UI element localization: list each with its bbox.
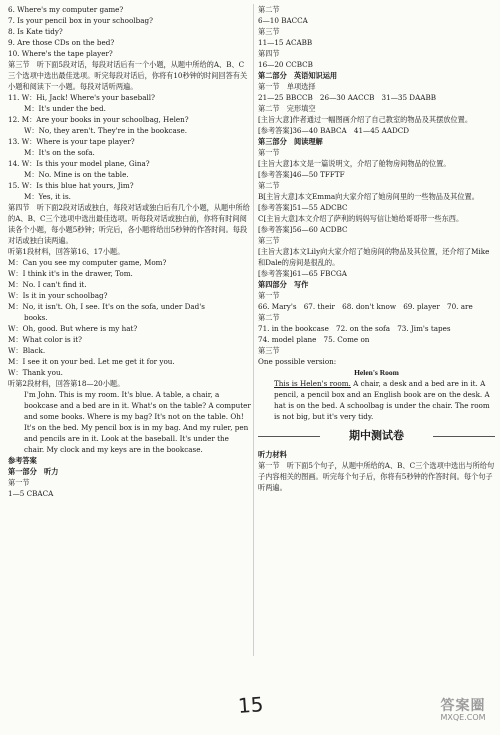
right-line: 71. in the bookcase 72. on the sofa 73. Jim's tapes — [258, 324, 451, 333]
left-line: M：No. I can't find it. — [8, 280, 87, 289]
left-line: W：Black. — [8, 346, 46, 355]
left-line: I'm John. This is my room. It's blue. A table, a chair, a bookcase and a bed are in it. What's on the table? A computer and some books. Where is my bag? It's not on the table. Oh! It's on the bed. My pencil box is in my bag. And my ruler, pen and pencils are in it. Look at the baseball. It's under the chair. My clock and my keys are in the bookcase. — [24, 390, 251, 454]
exam-title: 期中测试卷 — [258, 427, 495, 445]
listening-heading: 听力材料 — [258, 450, 287, 459]
left-line: M：No. Mine is on the table. — [24, 170, 129, 179]
right-line: [参考答案]61—65 FBCGA — [258, 269, 347, 278]
right-line: C[主旨大意]本文介绍了萨利的妈妈写信让她给哥哥带一些东西。 — [258, 214, 464, 223]
left-line: 听第2段材料，回答第18—20小题。 — [8, 379, 125, 388]
essay-first-sentence: This is Helen's room. — [274, 379, 351, 388]
left-line: W：Is it in your schoolbag? — [8, 291, 108, 300]
left-line: 15. W：Is this blue hat yours, Jim? — [8, 181, 134, 190]
listening-text: 第一节 听下面5个句子，从题中所给的A、B、C三个选项中选出与所给句子内容相关的图画。听完每个句子后，你将有5秒钟的作答时间。每个句子听两遍。 — [258, 461, 495, 492]
left-line: 14. W：Is this your model plane, Gina? — [8, 159, 150, 168]
right-line: One possible version: — [258, 357, 337, 366]
right-line: 第一节 — [258, 291, 280, 300]
left-line: W：Thank you. — [8, 368, 63, 377]
right-line: 第三节 — [258, 346, 280, 355]
left-line: M：Can you see my computer game, Mom? — [8, 258, 167, 267]
left-line: M：What color is it? — [8, 335, 83, 344]
left-line: books. — [24, 313, 48, 322]
right-line: [参考答案]56—60 ACDBC — [258, 225, 348, 234]
right-line: 第三节 — [258, 236, 280, 245]
right-line: 21—25 BBCCB 26—30 AACCB 31—35 DAABB — [258, 93, 437, 102]
right-line: 第三节 — [258, 27, 280, 36]
left-line: 13. W：Where is your tape player? — [8, 137, 135, 146]
left-line: M：No, it isn't. Oh, I see. It's on the sofa, under Dad's — [8, 302, 205, 311]
page-number: 15 — [237, 692, 265, 718]
left-line: W：I think it's in the drawer, Tom. — [8, 269, 133, 278]
left-line: M：I see it on your bed. Let me get it for you. — [8, 357, 175, 366]
right-line: 16—20 CCBCB — [258, 60, 313, 69]
left-line: 11. W：Hi, Jack! Where's your baseball? — [8, 93, 155, 102]
right-line: [参考答案]46—50 TFFTF — [258, 170, 345, 179]
right-line: [主旨大意]本文是一篇说明文，介绍了舱物房间物品的位置。 — [258, 159, 451, 168]
right-column — [258, 4, 495, 493]
essay-rest: A chair, a desk and a bed are in it. A pencil, a pencil box and an English book are on the desk. A hat is on the bed. A schoolbag is under the chair. The room is not big, but it's very tidy. — [274, 379, 490, 421]
left-line: W：No, they aren't. They're in the bookcase. — [24, 126, 188, 135]
essay-body — [258, 378, 495, 422]
watermark-logo — [432, 698, 494, 731]
essay-title: Helen's Room — [354, 368, 399, 377]
right-line: 第二部分 英语知识运用 — [258, 71, 338, 80]
right-line: [参考答案]36—40 BABCA 41—45 AADCD — [258, 126, 410, 135]
right-line: 66. Mary's 67. their 68. don't know 69. player 70. are — [258, 302, 473, 311]
right-line: 第四节 — [258, 49, 280, 58]
right-line: B[主旨大意]本文Emma向大家介绍了她房间里的一些物品及其位置。 — [258, 192, 479, 201]
left-line: 第一部分 听力 — [8, 467, 59, 476]
left-line: M：It's under the bed. — [24, 104, 106, 113]
left-line: 10. Where's the tape player? — [8, 49, 113, 58]
right-line: 第二节 — [258, 5, 280, 14]
left-line: 第四节 听下面2段对话或独白，每段对话或独白后有几个小题，从题中所给的A、B、C三个选项中选出最佳选项。听每段对话或独白前，你将有时间阅读各个小题，每小题5秒钟；听完后，各小题将给出5秒钟的作答时间。每段对话或独白读两遍。 — [8, 203, 250, 245]
right-line: 第二节 完形填空 — [258, 104, 316, 113]
left-line: 参考答案 — [8, 456, 37, 465]
right-line: 6—10 BACCA — [258, 16, 308, 25]
right-line: 第二节 — [258, 181, 280, 190]
left-line: 12. M：Are your books in your schoolbag, Helen? — [8, 115, 189, 124]
right-line: [主旨大意]作者通过一幅图画介绍了自己教室的物品及其摆放位置。 — [258, 115, 473, 124]
left-line: 6. Where's my computer game? — [8, 5, 124, 14]
right-line: 第二节 — [258, 313, 280, 322]
right-line: 第四部分 写作 — [258, 280, 309, 289]
left-column — [8, 4, 251, 499]
watermark-site: MXQE.COM — [440, 713, 486, 722]
left-line: 9. Are those CDs on the bed? — [8, 38, 115, 47]
left-line: 第一节 — [8, 478, 30, 487]
left-line: W：Oh, good. But where is my hat? — [8, 324, 138, 333]
right-line: 第一节 — [258, 148, 280, 157]
left-line: 7. Is your pencil box in your schoolbag? — [8, 16, 153, 25]
column-divider — [253, 4, 254, 656]
right-line: [主旨大意]本文Lily向大家介绍了她房间的物品及其位置，还介绍了Mike和Dale的房间是很乱的。 — [258, 247, 490, 267]
right-line: [参考答案]51—55 ADCBC — [258, 203, 348, 212]
left-line: M：Yes, it is. — [24, 192, 71, 201]
right-line: 第三部分 阅读理解 — [258, 137, 323, 146]
right-line: 第一节 单项选择 — [258, 82, 316, 91]
left-line: 第三节 听下面5段对话，每段对话后有一个小题，从题中所给的A、B、C三个选项中选出最佳选项。听完每段对话后，你将有10秒钟的时间回答有关小题和阅读下一小题。每段对话听两遍。 — [8, 60, 248, 91]
left-line: 1—5 CBACA — [8, 489, 54, 498]
watermark-stamp: 答案圈 — [440, 698, 486, 714]
left-line: 8. Is Kate tidy? — [8, 27, 63, 36]
left-line: M：It's on the sofa. — [24, 148, 95, 157]
right-line: 11—15 ACABB — [258, 38, 313, 47]
right-line: 74. model plane 75. Come on — [258, 335, 370, 344]
left-line: 听第1段材料，回答第16、17小题。 — [8, 247, 125, 256]
